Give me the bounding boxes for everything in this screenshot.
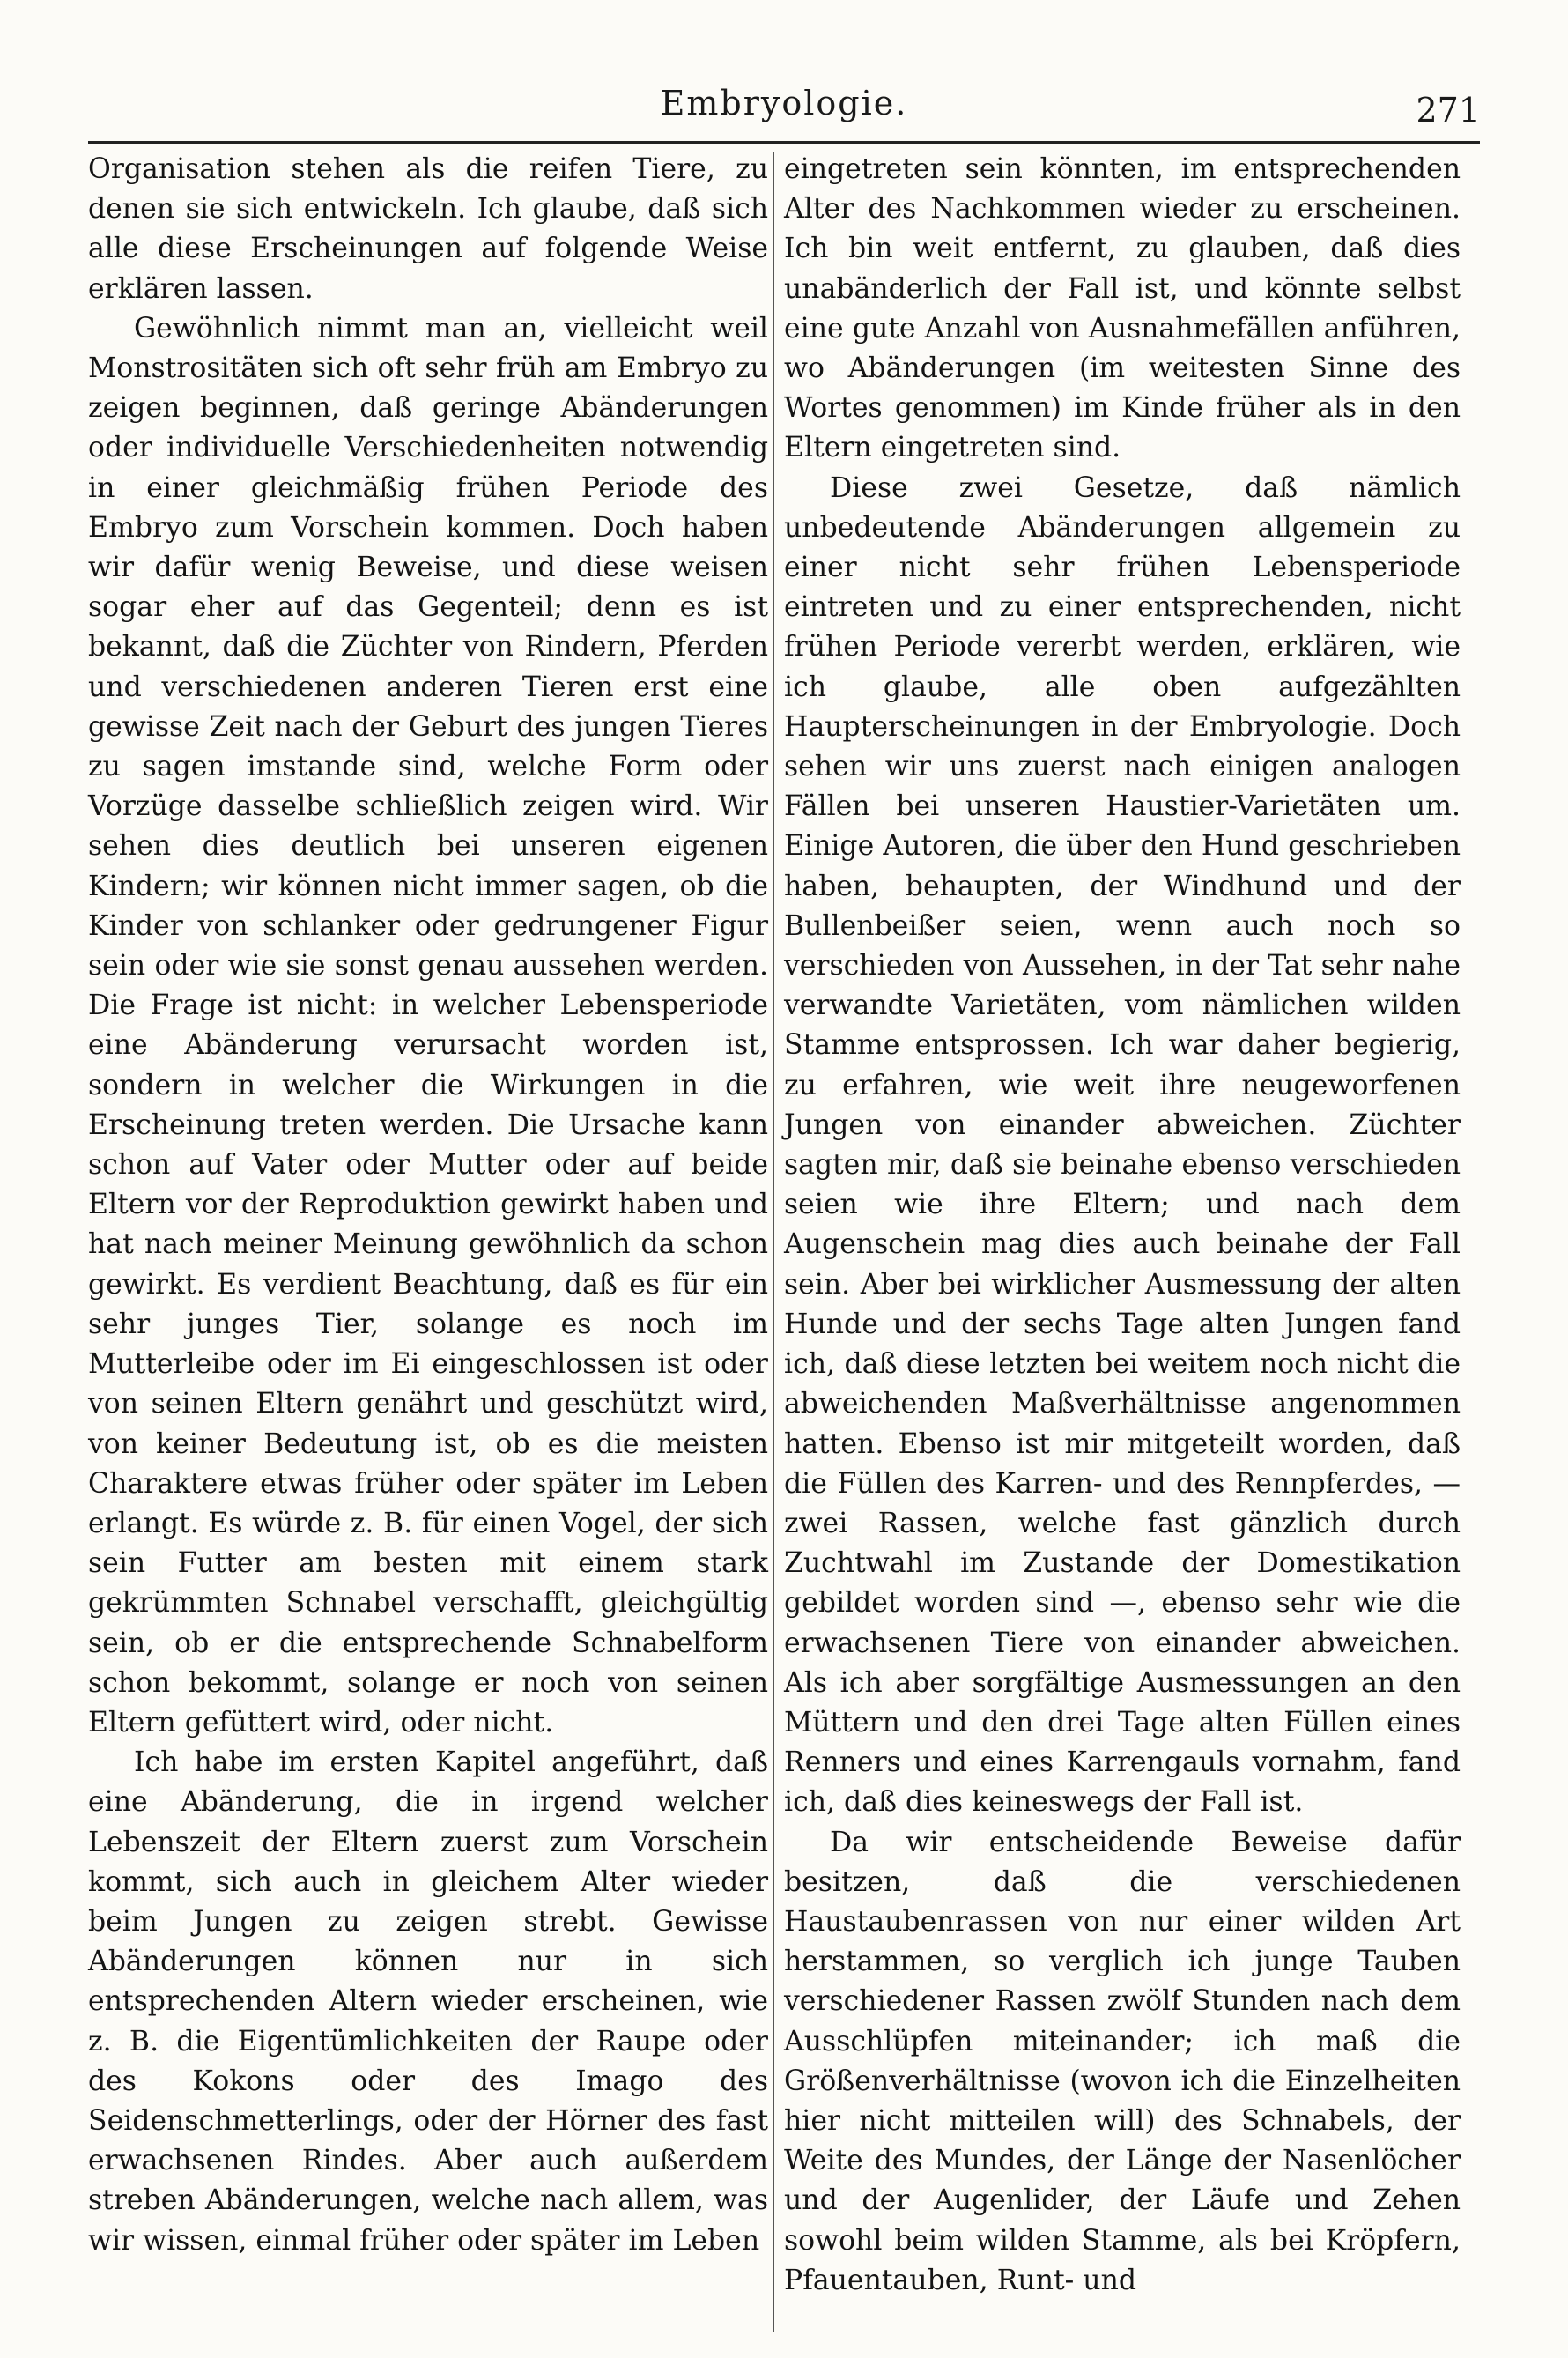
paragraph: Organisation stehen als die reifen Tiere, zu denen sie sich entwickeln. Ich glaube, daß sich alle diese Erscheinungen auf folgende Weise erklären lassen. bbox=[88, 153, 768, 305]
paragraph: Gewöhnlich nimmt man an, vielleicht weil Monstrositäten sich oft sehr früh am Embryo zu zeigen beginnen, daß geringe Abänderungen oder individuelle Verschiedenheiten notwendig in einer gleichmäßig frühen Periode des Embryo zum Vorschein kommen. Doch haben wir dafür wenig Beweise, und diese weisen sogar eher auf das Gegenteil; denn es ist bekannt, daß die Züchter von Rindern, Pferden und verschiedenen anderen Tieren erst eine gewisse Zeit nach der Geburt des jungen Tieres zu sagen imstande sind, welche Form oder Vorzüge dasselbe schließlich zeigen wird. Wir sehen dies deutlich bei unseren eigenen Kindern; wir können nicht immer sagen, ob die Kinder von schlanker oder gedrungener Figur sein oder wie sie sonst genau aussehen werden. Die Frage ist nicht: in welcher Lebensperiode eine Abänderung verursacht worden ist, sondern in welcher die Wirkungen in die Erscheinung treten werden. Die Ursache kann schon auf Vater oder Mutter oder auf beide Eltern vor der Reproduktion gewirkt haben und hat nach meiner Meinung gewöhnlich da schon gewirkt. Es verdient Beachtung, daß es für ein sehr junges Tier, solange es noch im Mutterleibe oder im Ei eingeschlossen ist oder von seinen Eltern genährt und geschützt wird, von keiner Bedeutung ist, ob es die meisten Charaktere etwas früher oder später im Leben erlangt. Es würde z. B. für einen Vogel, der sich sein Futter am besten mit einem stark gekrümmten Schnabel verschafft, gleichgültig sein, ob er die entsprechende Schnabelform schon bekommt, solange er noch von seinen Eltern gefüttert wird, oder nicht. bbox=[88, 312, 768, 1739]
running-head bbox=[88, 84, 1480, 137]
right-column bbox=[784, 150, 1461, 2301]
column-divider bbox=[773, 152, 774, 2332]
paragraph: Da wir entscheidende Beweise dafür besitzen, daß die verschiedenen Haustaubenrassen von nur einer wilden Art herstammen, so verglich ich junge Tauben verschiedener Rassen zwölf Stunden nach dem Ausschlüpfen miteinander; ich maß die Größenverhältnisse (wovon ich die Einzelheiten hier nicht mitteilen will) des Schnabels, der Weite des Mundes, der Länge der Nasenlöcher und der Augenlider, der Läufe und Zehen sowohl beim wilden Stamme, als bei Kröpfern, Pfauentauben, Runt- und bbox=[784, 1826, 1461, 2296]
page-number: 271 bbox=[1416, 91, 1480, 130]
paragraph: Diese zwei Gesetze, daß nämlich unbedeutende Abänderungen allgemein zu einer nicht sehr frühen Lebensperiode eintreten und zu einer entsprechenden, nicht frühen Periode vererbt werden, erklären, wie ich glaube, alle oben aufgezählten Haupterscheinungen in der Embryologie. Doch sehen wir uns zuerst nach einigen analogen Fällen bei unseren Haustier-Varietäten um. Einige Autoren, die über den Hund geschrieben haben, behaupten, der Windhund und der Bullenbeißer seien, wenn auch noch so verschieden von Aussehen, in der Tat sehr nahe verwandte Varietäten, vom nämlichen wilden Stamme entsprossen. Ich war daher begierig, zu erfahren, wie weit ihre neugeworfenen Jungen von einander abweichen. Züchter sagten mir, daß sie beinahe ebenso verschieden seien wie ihre Eltern; und nach dem Augenschein mag dies auch beinahe der Fall sein. Aber bei wirklicher Ausmessung der alten Hunde und der sechs Tage alten Jungen fand ich, daß diese letzten bei weitem noch nicht die abweichenden Maßverhältnisse angenommen hatten. Ebenso ist mir mitgeteilt worden, daß die Füllen des Karren- und des Rennpferdes, — zwei Rassen, welche fast gänzlich durch Zuchtwahl im Zustande der Domestikation gebildet worden sind —, ebenso sehr wie die erwachsenen Tiere von einander abweichen. Als ich aber sorgfältige Ausmessungen an den Müttern und den drei Tage alten Füllen eines Renners und eines Karrengauls vornahm, fand ich, daß dies keineswegs der Fall ist. bbox=[784, 471, 1461, 1819]
left-column bbox=[88, 150, 768, 2261]
running-title: Embryologie. bbox=[660, 84, 908, 122]
header-rule bbox=[88, 141, 1480, 144]
paragraph: eingetreten sein könnten, im entsprechenden Alter des Nachkommen wieder zu erscheinen. Ich bin weit entfernt, zu glauben, daß dies unabänderlich der Fall ist, und könnte selbst eine gute Anzahl von Ausnahmefällen anführen, wo Abänderungen (im weitesten Sinne des Wortes genommen) im Kinde früher als in den Eltern eingetreten sind. bbox=[784, 153, 1461, 464]
paragraph: Ich habe im ersten Kapitel angeführt, daß eine Abänderung, die in irgend welcher Lebenszeit der Eltern zuerst zum Vorschein kommt, sich auch in gleichem Alter wieder beim Jungen zu zeigen strebt. Gewisse Abänderungen können nur in sich entsprechenden Altern wieder erscheinen, wie z. B. die Eigentümlichkeiten der Raupe oder des Kokons oder des Imago des Seidenschmetterlings, oder der Hörner des fast erwachsenen Rindes. Aber auch außerdem streben Abänderungen, welche nach allem, was wir wissen, einmal früher oder später im Leben bbox=[88, 1746, 768, 2257]
